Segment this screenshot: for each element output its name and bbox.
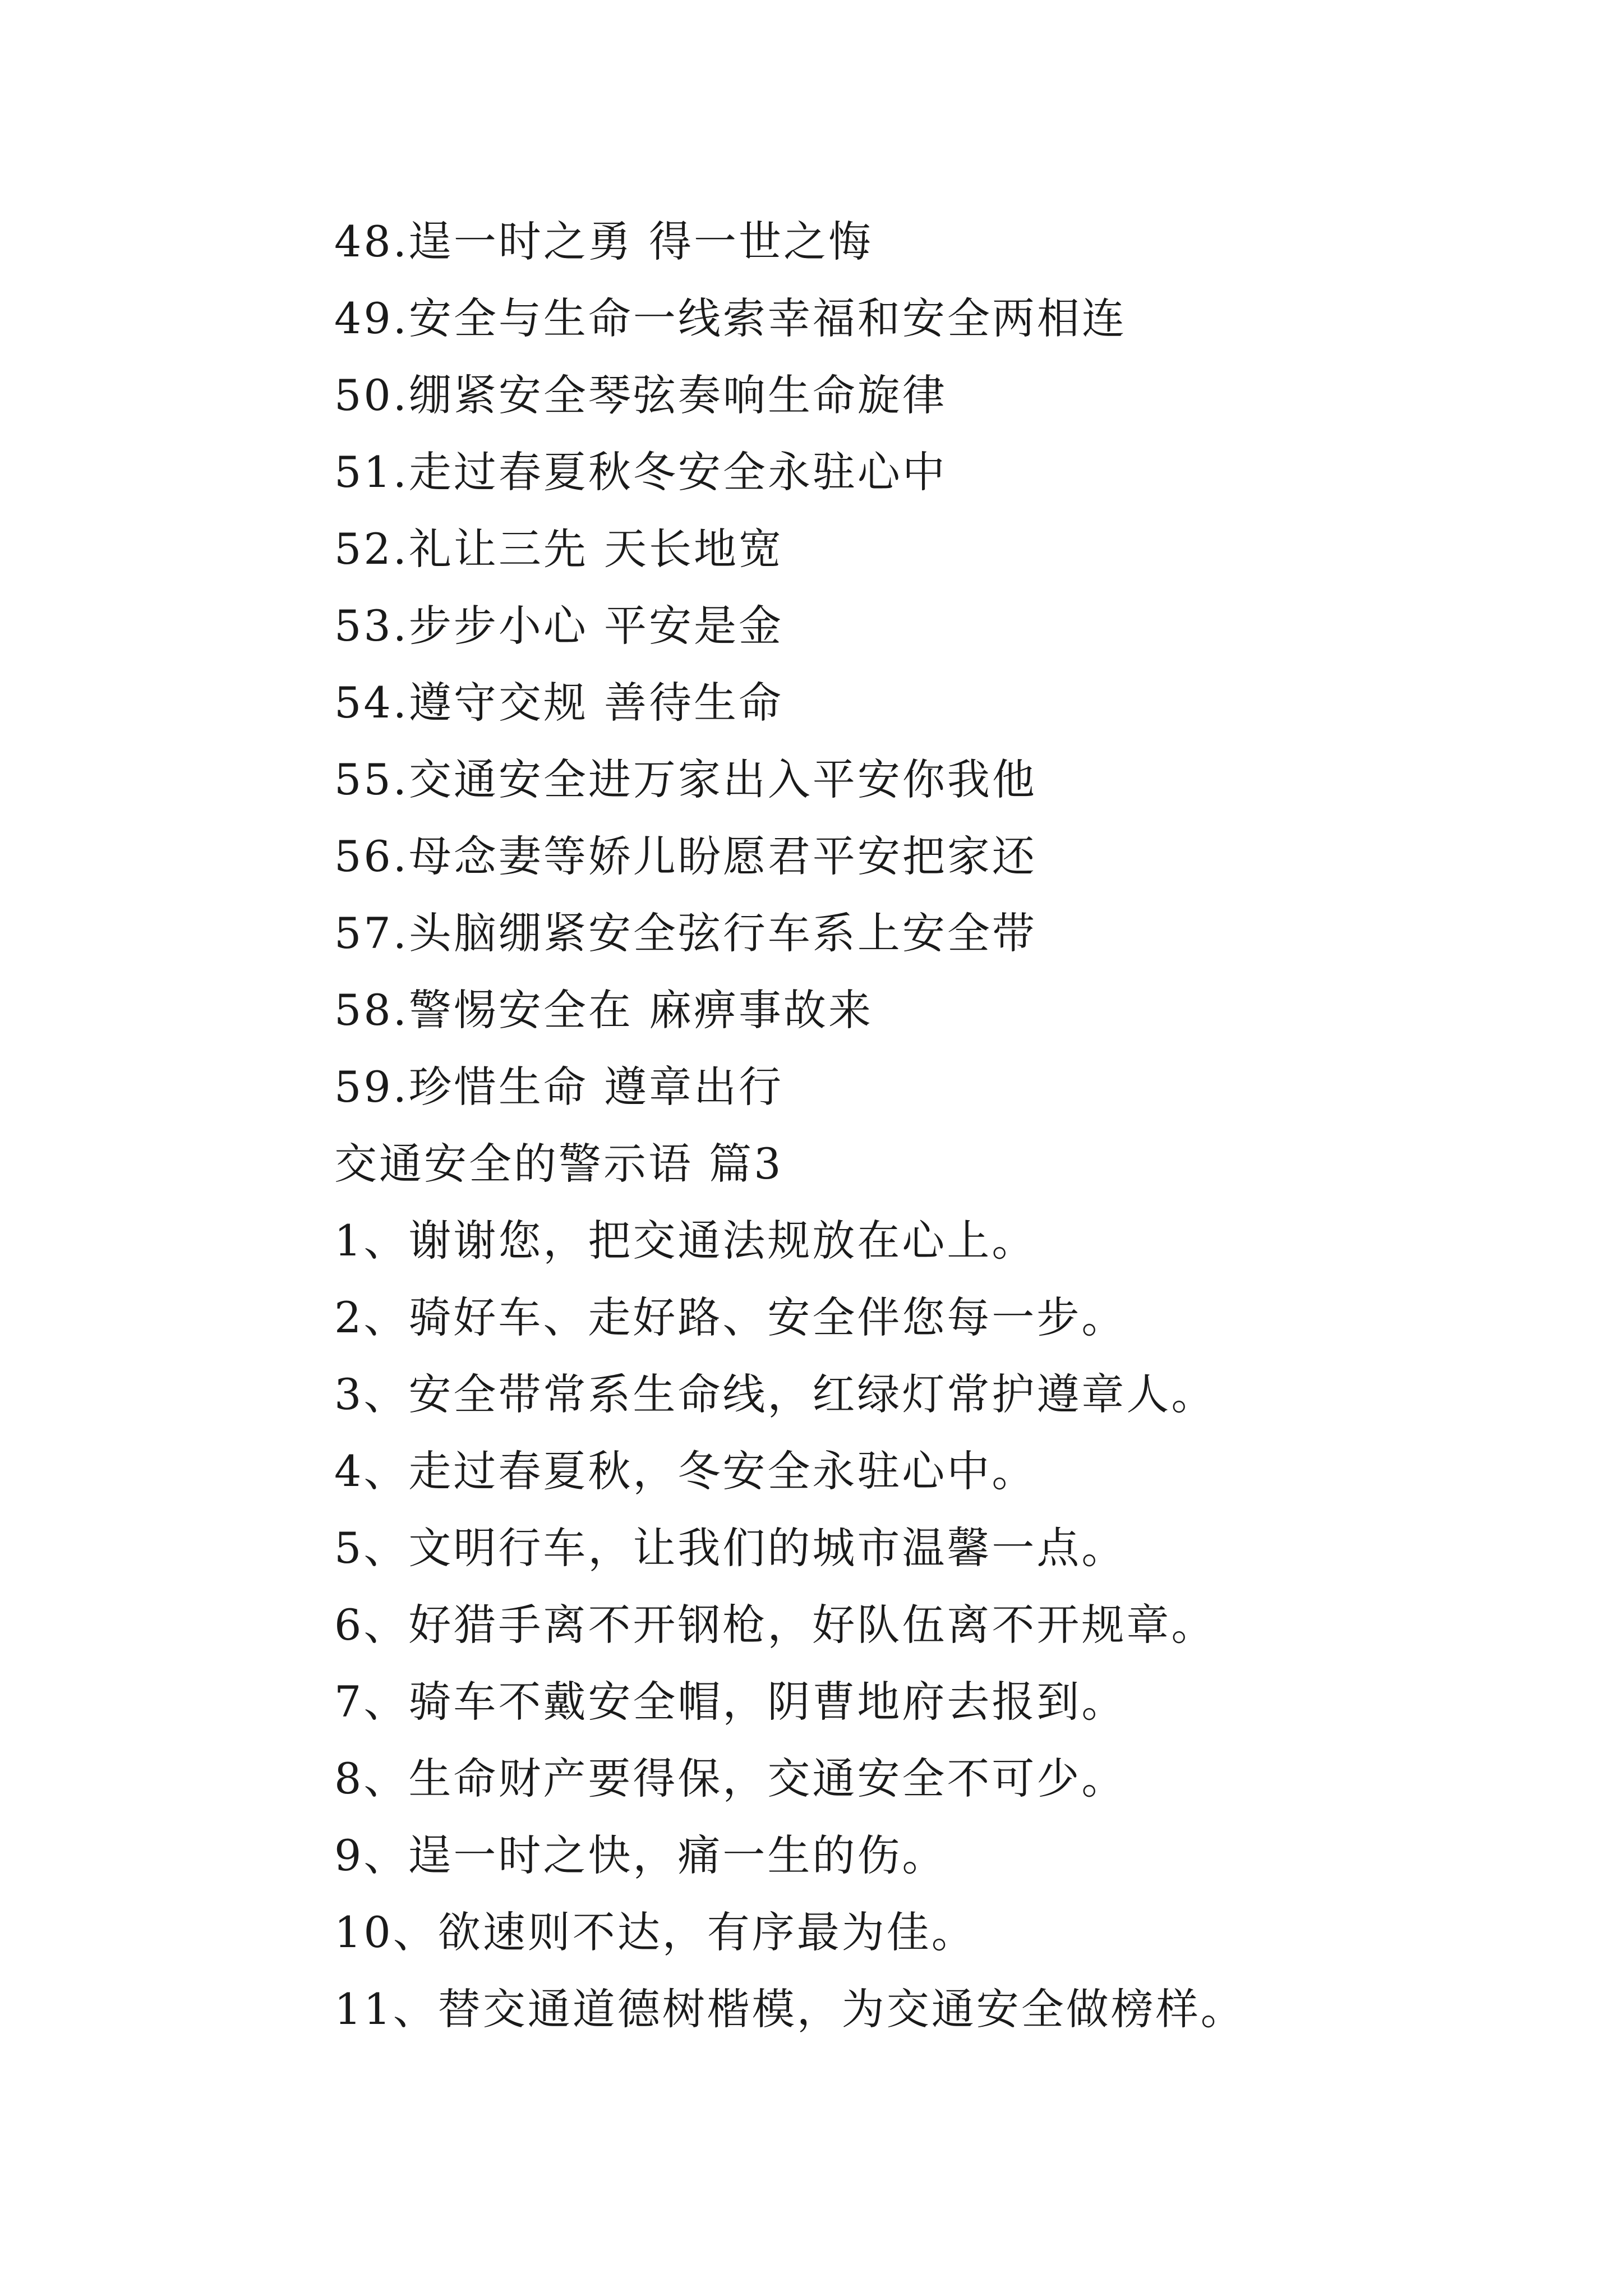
list-item: 8、生命财产要得保，交通安全不可少。 [334,1754,1127,1803]
list-item: 58.警惕安全在 麻痹事故来 [334,985,874,1035]
document-body [334,203,1568,2047]
list-item: 57.头脑绷紧安全弦行车系上安全带 [334,908,1037,958]
list-item: 10、欲速则不达，有序最为佳。 [334,1907,976,1957]
list-item: 48.逞一时之勇 得一世之悔 [334,217,874,266]
list-item: 7、骑车不戴安全帽，阴曹地府去报到。 [334,1677,1127,1727]
list-item: 55.交通安全进万家出入平安你我他 [334,754,1037,804]
list-item: 11、替交通道德树楷模，为交通安全做榜样。 [334,1984,1246,2034]
list-item: 51.走过春夏秋冬安全永驻心中 [334,447,947,497]
list-item: 49.安全与生命一线索幸福和安全两相连 [334,293,1127,343]
list-item: 2、骑好车、走好路、安全伴您每一步。 [334,1292,1127,1342]
list-item: 52.礼让三先 天长地宽 [334,524,784,574]
list-item: 56.母念妻等娇儿盼愿君平安把家还 [334,831,1037,881]
list-item: 1、谢谢您，把交通法规放在心上。 [334,1216,1037,1266]
list-item: 9、逞一时之快，痛一生的伤。 [334,1830,947,1880]
section-heading: 交通安全的警示语 篇3 [334,1139,783,1189]
list-item: 6、好猎手离不开钢枪，好队伍离不开规章。 [334,1600,1216,1650]
list-item: 54.遵守交规 善待生命 [334,678,784,728]
list-item: 53.步步小心 平安是金 [334,601,784,651]
list-item: 59.珍惜生命 遵章出行 [334,1062,784,1112]
list-item: 3、安全带常系生命线，红绿灯常护遵章人。 [334,1369,1216,1419]
list-item: 4、走过春夏秋，冬安全永驻心中。 [334,1446,1037,1496]
list-item: 5、文明行车，让我们的城市温馨一点。 [334,1523,1127,1573]
list-item: 50.绷紧安全琴弦奏响生命旋律 [334,370,947,420]
